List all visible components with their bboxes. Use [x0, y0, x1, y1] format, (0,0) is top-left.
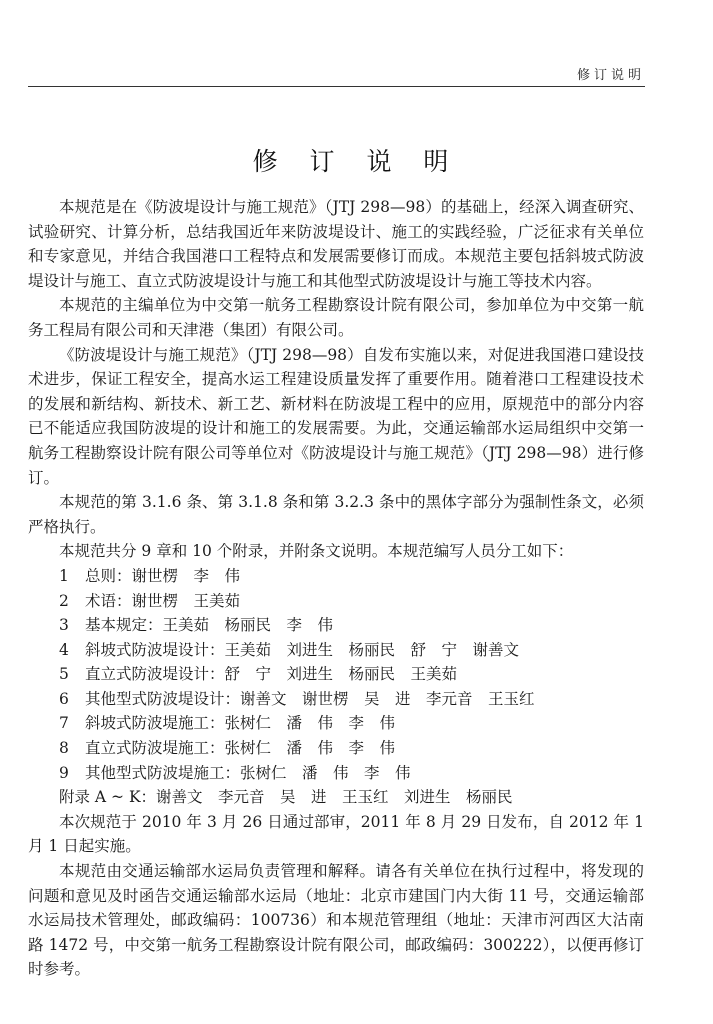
- paragraph-dates: 本次规范于 2010 年 3 月 26 日通过部审，2011 年 8 月 29 日发布，自 2012 年 1 月 1 日起实施。: [28, 812, 644, 856]
- list-item: [28, 736, 644, 761]
- list-item: [28, 589, 644, 614]
- paragraph-structure: 本规范共分 9 章和 10 个附录，并附条文说明。本规范编写人员分工如下：: [59, 542, 574, 561]
- paragraph-revision-reason: 《防波堤设计与施工规范》（JTJ 298—98）自发布实施以来，对促进我国港口建设技术进步，保证工程安全，提高水运工程建设质量发挥了重要作用。随着港口工程建设技术的发展和新结构、新技术、新工艺、新材料在防波堤工程中的应用，原规范中的部分内容已不能适应我国防波堤的设计和施工的发展需要。为此，交通运输部水运局组织中交第一航务工程勘察设计院有限公司等单位对《防波堤设计与施工规范》（JTJ 298—98）进行修订。: [28, 345, 644, 487]
- list-text: 其他型式防波堤设计：谢善文 谢世楞 吴 进 李元音 王玉红: [85, 689, 535, 708]
- list-item: [28, 711, 644, 736]
- paragraph-basis: 本规范是在《防波堤设计与施工规范》（JTJ 298—98）的基础上，经深入调查研究、试验研究、计算分析，总结我国近年来防波堤设计、施工的实践经验，广泛征求有关单位和专家意见，并结合我国港口工程特点和发展需要修订而成。本规范主要包括斜坡式防波堤设计与施工、直立式防波堤设计与施工和其他型式防波堤设计与施工等技术内容。: [28, 198, 644, 290]
- list-text: 斜坡式防波堤设计：王美茹 刘进生 杨丽民 舒 宁 谢善文: [85, 640, 520, 659]
- paragraph-mandatory-clauses: 本规范的第 3.1.6 条、第 3.1.8 条和第 3.2.3 条中的黑体字部分为强制性条文，必须严格执行。: [28, 493, 644, 536]
- author-list: [28, 564, 644, 810]
- list-item: [28, 662, 644, 687]
- list-item: [28, 564, 644, 589]
- page-title: 修 订 说 明: [252, 147, 461, 176]
- list-text: 总则：谢世楞 李 伟: [85, 566, 241, 585]
- list-text: 斜坡式防波堤施工：张树仁 潘 伟 李 伟: [85, 714, 396, 733]
- paragraph-management: 本规范由交通运输部水运局负责管理和解释。请各有关单位在执行过程中，将发现的问题和意见及时函告交通运输部水运局（地址：北京市建国门内大街 11 号，交通运输部水运局技术管理处，邮政编码：100736）和本规范管理组（地址：天津市河西区大沽南路 1472 号，中交第一航务工程勘察设计院有限公司，邮政编码：300222），以便再修订时参考。: [28, 862, 644, 979]
- list-number: 5: [59, 665, 69, 684]
- list-number: 1: [59, 566, 69, 585]
- header-rule: [28, 86, 645, 87]
- paragraph-editors: 本规范的主编单位为中交第一航务工程勘察设计院有限公司，参加单位为中交第一航务工程局有限公司和天津港（集团）有限公司。: [28, 296, 644, 339]
- list-text: 其他型式防波堤施工：张树仁 潘 伟 李 伟: [85, 763, 411, 782]
- list-text: 直立式防波堤设计：舒 宁 刘进生 杨丽民 王美茹: [85, 665, 458, 684]
- appendix-authors: 附录 A ~ K：谢善文 李元音 吴 进 王玉红 刘进生 杨丽民: [59, 788, 513, 807]
- list-number: 4: [59, 640, 69, 659]
- list-text: 术语：谢世楞 王美茹: [85, 591, 241, 610]
- list-item: [28, 761, 644, 786]
- list-number: 7: [59, 714, 69, 733]
- list-item: [28, 638, 644, 663]
- list-item: [28, 613, 644, 638]
- list-number: 9: [59, 763, 69, 782]
- list-text: 直立式防波堤施工：张树仁 潘 伟 李 伟: [85, 739, 396, 758]
- list-number: 8: [59, 739, 69, 758]
- list-item: [28, 687, 644, 712]
- document-body: [28, 195, 644, 982]
- list-text: 基本规定：王美茹 杨丽民 李 伟: [85, 616, 334, 635]
- list-number: 2: [59, 591, 69, 610]
- running-header: 修订说明: [576, 68, 645, 83]
- list-number: 3: [59, 616, 69, 635]
- list-number: 6: [59, 689, 69, 708]
